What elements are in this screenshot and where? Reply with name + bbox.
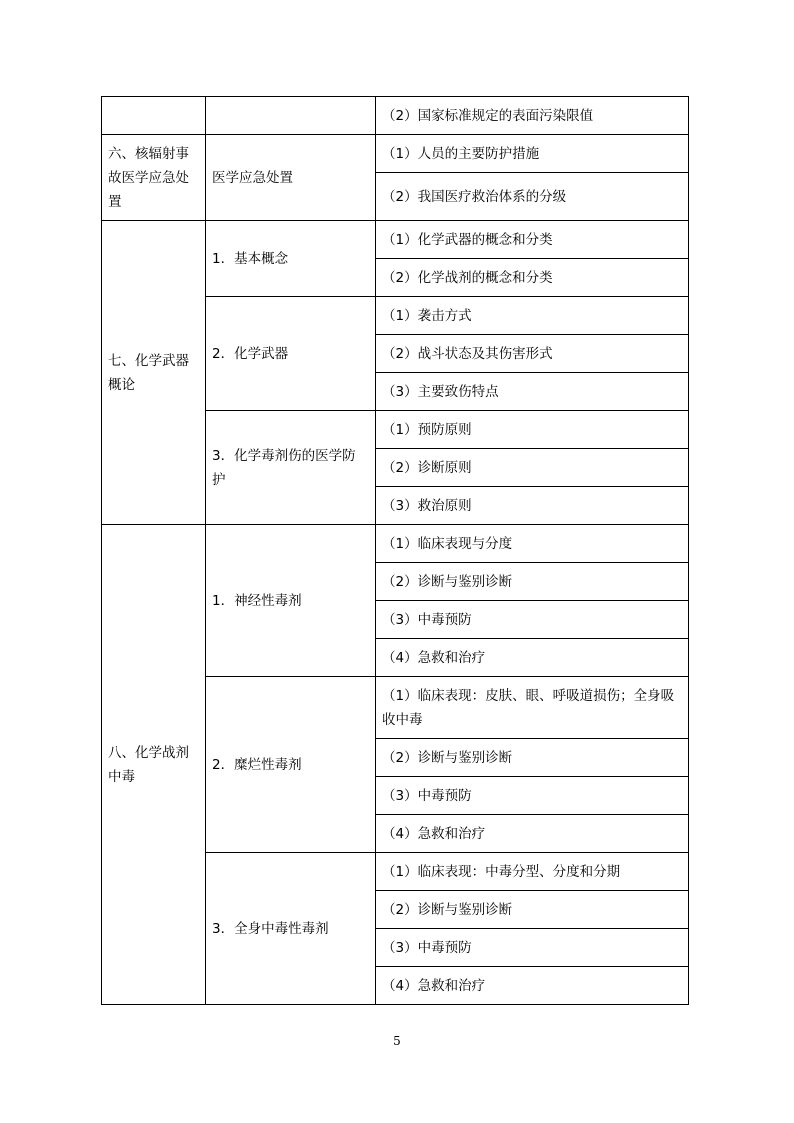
item-cell: （4）急救和治疗 — [376, 815, 689, 853]
item-cell: （1）人员的主要防护措施 — [376, 135, 689, 173]
item-cell: （3）主要致伤特点 — [376, 373, 689, 411]
section-title: 八、化学战剂中毒 — [102, 525, 206, 1005]
unit-name: 3．化学毒剂伤的医学防护 — [206, 411, 376, 525]
unit-name: 2．化学武器 — [206, 297, 376, 411]
section-cell-empty — [102, 97, 206, 135]
unit-cell-empty — [206, 97, 376, 135]
unit-name: 医学应急处置 — [206, 135, 376, 221]
item-cell: （2）诊断与鉴别诊断 — [376, 563, 689, 601]
item-cell: （1）临床表现：中毒分型、分度和分期 — [376, 853, 689, 891]
syllabus-table — [101, 96, 689, 1005]
item-cell: （3）中毒预防 — [376, 929, 689, 967]
item-cell: （4）急救和治疗 — [376, 639, 689, 677]
item-cell: （3）救治原则 — [376, 487, 689, 525]
item-cell: （1）临床表现：皮肤、眼、呼吸道损伤；全身吸收中毒 — [376, 677, 689, 739]
table-row — [102, 221, 689, 259]
item-cell: （1）化学武器的概念和分类 — [376, 221, 689, 259]
section-title: 六、核辐射事故医学应急处置 — [102, 135, 206, 221]
item-cell: （2）国家标准规定的表面污染限值 — [376, 97, 689, 135]
item-cell: （2）化学战剂的概念和分类 — [376, 259, 689, 297]
item-cell: （1）临床表现与分度 — [376, 525, 689, 563]
item-cell: （1）预防原则 — [376, 411, 689, 449]
section-title: 七、化学武器概论 — [102, 221, 206, 525]
unit-name: 3．全身中毒性毒剂 — [206, 853, 376, 1005]
item-cell: （2）诊断与鉴别诊断 — [376, 891, 689, 929]
item-cell: （2）诊断原则 — [376, 449, 689, 487]
table-row — [102, 97, 689, 135]
item-cell: （2）战斗状态及其伤害形式 — [376, 335, 689, 373]
item-cell: （3）中毒预防 — [376, 777, 689, 815]
page-number: 5 — [393, 1034, 401, 1048]
item-cell: （2）我国医疗救治体系的分级 — [376, 173, 689, 221]
unit-name: 1．基本概念 — [206, 221, 376, 297]
unit-name: 1．神经性毒剂 — [206, 525, 376, 677]
table-row — [102, 525, 689, 563]
item-cell: （4）急救和治疗 — [376, 967, 689, 1005]
unit-name: 2．糜烂性毒剂 — [206, 677, 376, 853]
item-cell: （1）袭击方式 — [376, 297, 689, 335]
item-cell: （2）诊断与鉴别诊断 — [376, 739, 689, 777]
table-row — [102, 135, 689, 173]
item-cell: （3）中毒预防 — [376, 601, 689, 639]
